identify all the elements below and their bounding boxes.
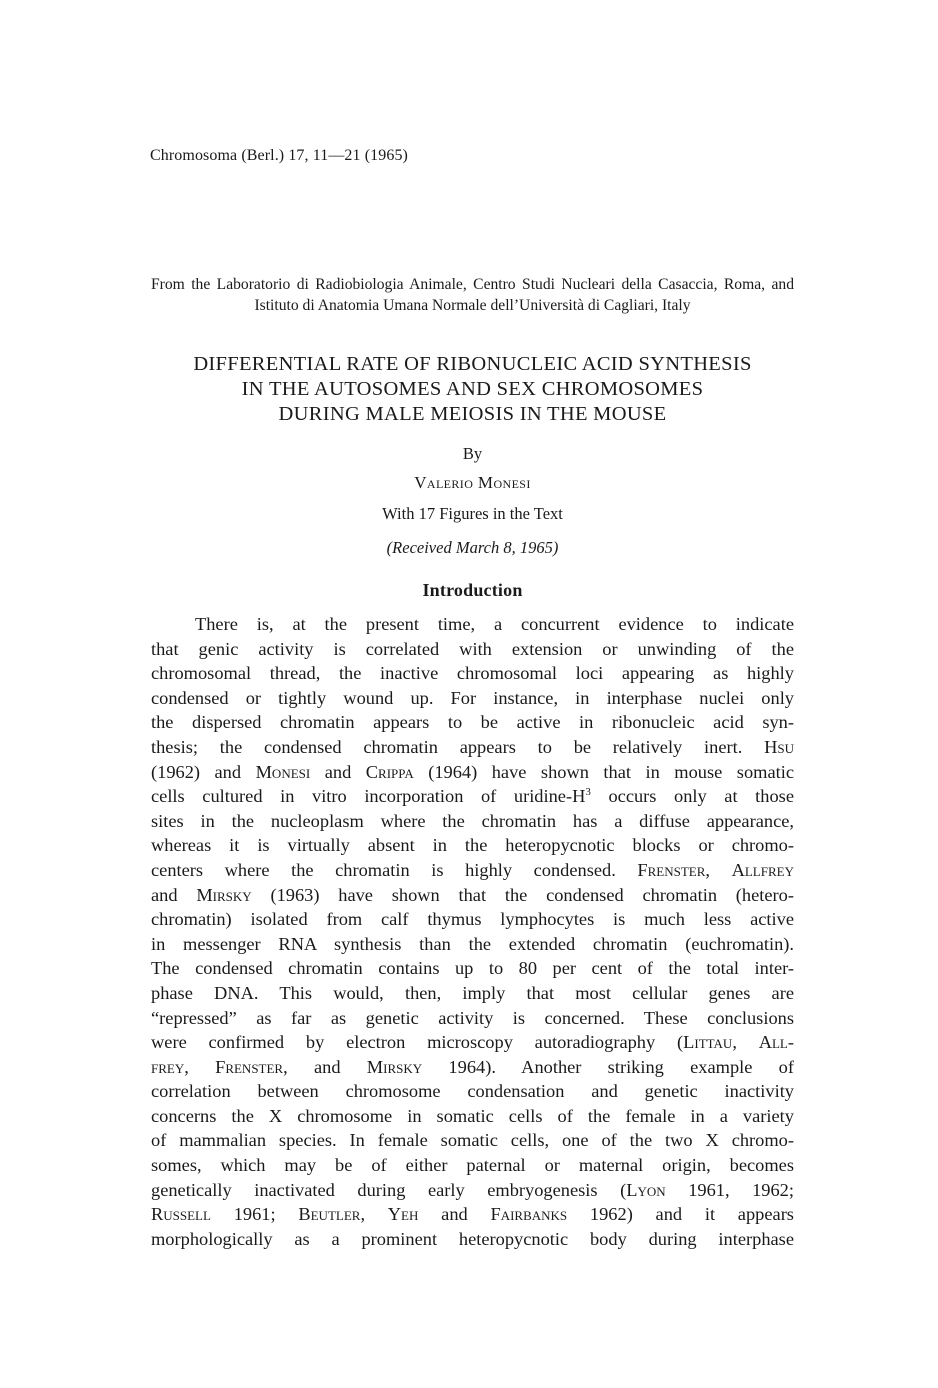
text-line: of mammalian species. In female somatic cells, one of the two X chromo- bbox=[151, 1130, 794, 1151]
text-line: somes, which may be of either paternal or maternal origin, becomes bbox=[151, 1155, 794, 1176]
text-run: 1964). Another striking example of bbox=[448, 1056, 794, 1077]
figures-note: With 17 Figures in the Text bbox=[382, 504, 563, 523]
section-heading-introduction: Introduction bbox=[422, 580, 523, 600]
citation-author: Fairbanks bbox=[490, 1204, 568, 1225]
citation-author: Russell bbox=[151, 1204, 211, 1225]
citation-author: frey bbox=[151, 1056, 185, 1077]
text-line: in messenger RNA synthesis than the extended chromatin (euchromatin). bbox=[151, 933, 794, 954]
title-line: DURING MALE MEIOSIS IN THE MOUSE bbox=[278, 403, 667, 425]
journal-reference: Chromosoma (Berl.) 17, 11—21 (1965) bbox=[150, 147, 408, 164]
text-run: (1964) have shown that in mouse somatic bbox=[428, 761, 794, 782]
author-affiliation: From the Laboratorio di Radiobiologia Animale, Centro Studi Nucleari della Casaccia, Roma, and Istituto di Anatomia Umana Normale dell’Università di Cagliari, Italy bbox=[151, 276, 794, 314]
superscript: 3 bbox=[585, 786, 591, 799]
text-run: (1962) and bbox=[151, 761, 242, 782]
text-line: concerns the X chromosome in somatic cells of the female in a variety bbox=[151, 1105, 794, 1126]
text-line bbox=[151, 784, 794, 809]
citation-author: Crippa bbox=[365, 761, 414, 782]
text-run: cells cultured in vitro incorporation of uridine-H bbox=[151, 786, 586, 807]
citation-author: Frenster bbox=[637, 859, 706, 880]
text-line: centers where the chromatin is highly condensed. Frenster, Allfrey bbox=[151, 859, 794, 880]
text-line: chromosomal thread, the inactive chromosomal loci appearing as highly bbox=[151, 663, 794, 684]
text-run: 1961, 1962; bbox=[688, 1179, 794, 1200]
text-run: 1962) and it appears bbox=[589, 1204, 794, 1225]
text-line: whereas it is virtually absent in the heteropycnotic blocks or chromo- bbox=[151, 835, 794, 856]
text-run: (1963) have shown that the condensed chromatin (hetero- bbox=[270, 884, 794, 905]
title-line: DIFFERENTIAL RATE OF RIBONUCLEIC ACID SYNTHESIS bbox=[193, 353, 752, 375]
introduction-paragraph bbox=[151, 612, 794, 1251]
text-line: the dispersed chromatin appears to be active in ribonucleic acid syn- bbox=[151, 712, 794, 733]
citation-author: Frenster bbox=[215, 1056, 284, 1077]
text-run: centers where the chromatin is highly condensed. bbox=[151, 859, 616, 880]
citation-author: Mirsky bbox=[366, 1056, 423, 1077]
citation-author: All- bbox=[758, 1032, 794, 1053]
text-run: and bbox=[151, 884, 178, 905]
text-line bbox=[151, 1178, 794, 1203]
citation-author: Littau bbox=[683, 1032, 733, 1053]
title-line: IN THE AUTOSOMES AND SEX CHROMOSOMES bbox=[241, 378, 704, 400]
text-line: phase DNA. This would, then, imply that most cellular genes are bbox=[151, 982, 794, 1003]
text-line bbox=[151, 883, 794, 908]
text-line: “repressed” as far as genetic activity is concerned. These conclusions bbox=[151, 1007, 794, 1028]
text-run: were confirmed by electron microscopy autoradiography ( bbox=[151, 1032, 684, 1053]
text-run: and bbox=[324, 761, 352, 782]
text-run: genetically inactivated during early embryogenesis ( bbox=[151, 1179, 627, 1200]
citation-author: Beutler bbox=[298, 1204, 361, 1225]
text-line: frey, Frenster, and Mirsky 1964). Another striking example of bbox=[151, 1056, 794, 1077]
text-line: morphologically as a prominent heteropycnotic body during interphase bbox=[151, 1228, 794, 1249]
received-date: (Received March 8, 1965) bbox=[386, 538, 559, 557]
text-run: 1961; bbox=[233, 1204, 276, 1225]
text-run: and bbox=[441, 1204, 468, 1225]
text-line: that genic activity is correlated with extension or unwinding of the bbox=[151, 638, 794, 659]
text-line: correlation between chromosome condensation and genetic inactivity bbox=[151, 1081, 794, 1102]
article-title bbox=[151, 352, 794, 427]
text-run: thesis; the condensed chromatin appears to be relatively inert. bbox=[151, 736, 743, 757]
citation-author: Lyon bbox=[626, 1179, 666, 1200]
text-line: Russell 1961; Beutler, Yeh and Fairbanks 1962) and it appears bbox=[151, 1204, 794, 1225]
text-line: sites in the nucleoplasm where the chromatin has a diffuse appearance, bbox=[151, 810, 794, 831]
citation-author: Monesi bbox=[255, 761, 311, 782]
citation-author: Yeh bbox=[387, 1204, 419, 1225]
citation-author: Allfrey bbox=[731, 859, 794, 880]
byline-by: By bbox=[462, 444, 483, 463]
author-name: Valerio Monesi bbox=[414, 473, 531, 492]
text-line: condensed or tightly wound up. For instance, in interphase nuclei only bbox=[151, 687, 794, 708]
text-run: occurs only at those bbox=[590, 786, 794, 807]
text-line: There is, at the present time, a concurrent evidence to indicate bbox=[195, 614, 794, 634]
text-line: chromatin) isolated from calf thymus lymphocytes is much less active bbox=[151, 909, 794, 930]
text-line bbox=[151, 735, 794, 760]
text-line: The condensed chromatin contains up to 80 per cent of the total inter- bbox=[151, 958, 794, 979]
citation-author: Hsu bbox=[764, 736, 794, 757]
text-line bbox=[151, 760, 794, 785]
text-line: were confirmed by electron microscopy autoradiography (Littau, All- bbox=[151, 1032, 794, 1053]
citation-author: Mirsky bbox=[196, 884, 252, 905]
text-run: and bbox=[313, 1056, 341, 1077]
